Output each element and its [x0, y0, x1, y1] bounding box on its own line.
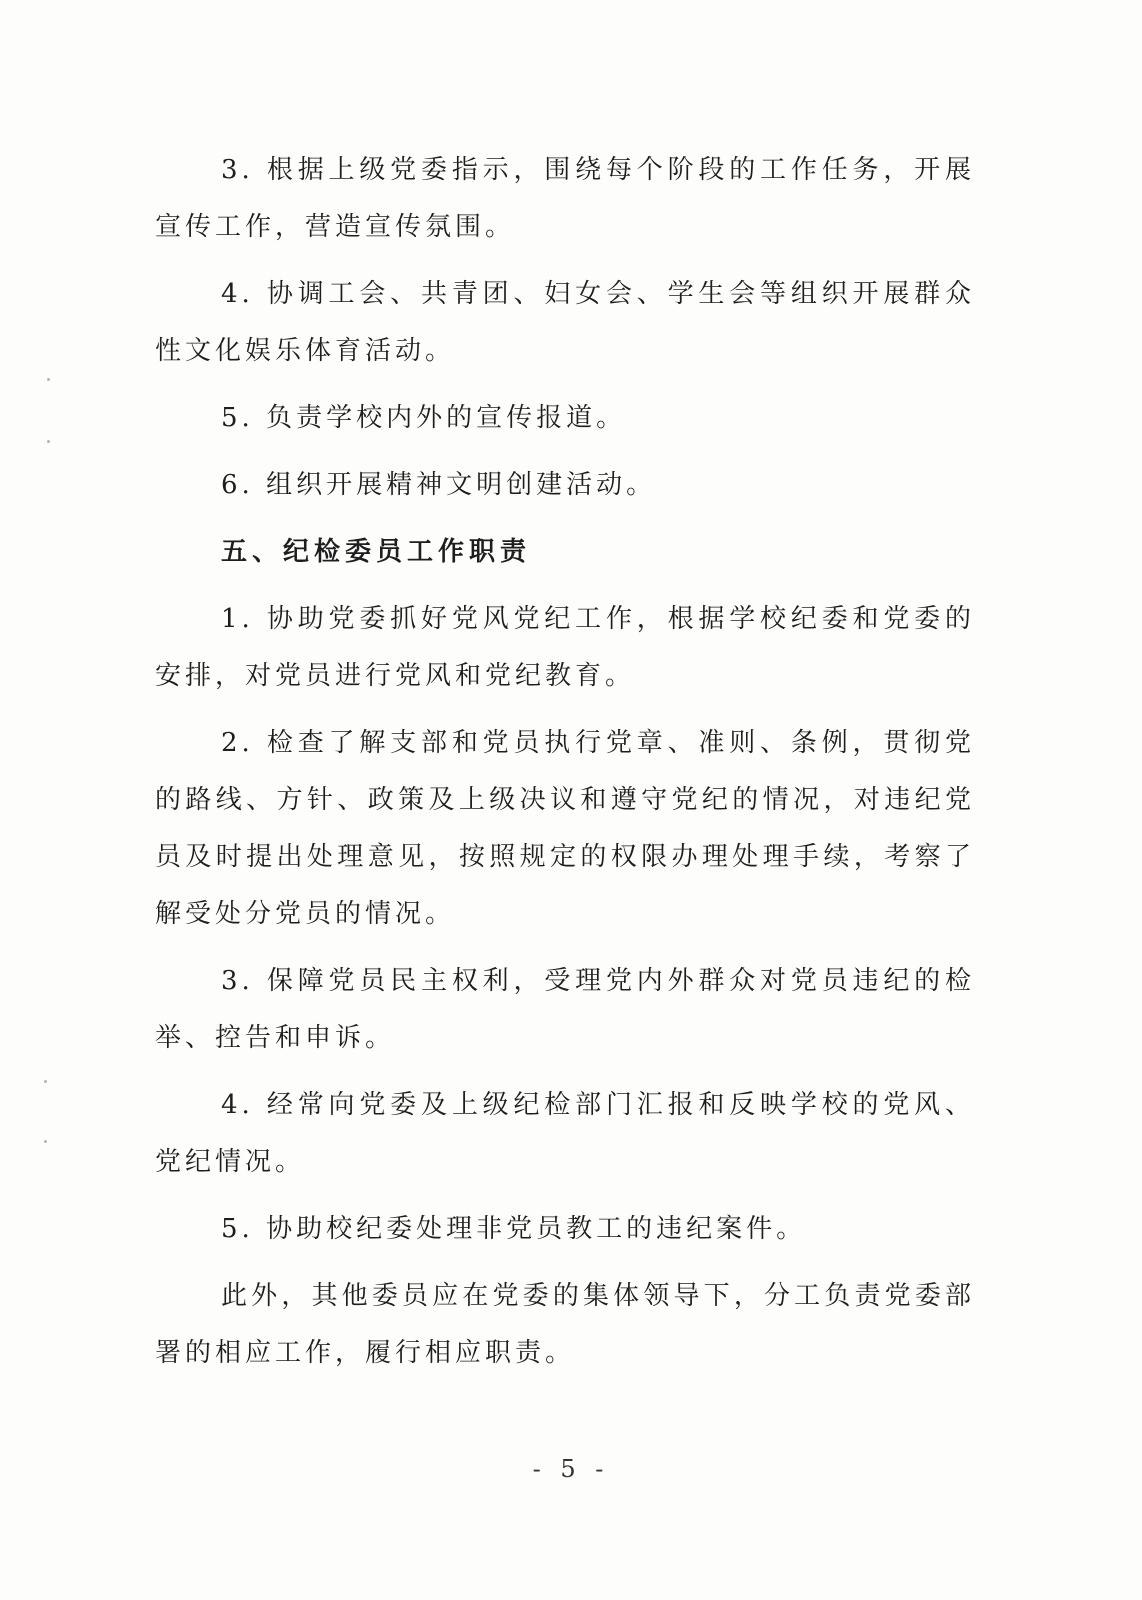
paragraph: 1. 协助党委抓好党风党纪工作，根据学校纪委和党委的安排，对党员进行党风和党纪教育。 [155, 604, 975, 691]
paragraph: 4. 协调工会、共青团、妇女会、学生会等组织开展群众性文化娱乐体育活动。 [155, 279, 975, 366]
paragraph: 此外，其他委员应在党委的集体领导下，分工负责党委部署的相应工作，履行相应职责。 [155, 1281, 975, 1368]
paragraph: 3. 保障党员民主权利，受理党内外群众对党员违纪的检举、控告和申诉。 [155, 966, 975, 1053]
paragraph: 4. 经常向党委及上级纪检部门汇报和反映学校的党风、党纪情况。 [155, 1090, 975, 1177]
paragraph: 5. 协助校纪委处理非党员教工的违纪案件。 [221, 1214, 807, 1244]
paragraph: 6. 组织开展精神文明创建活动。 [221, 470, 657, 500]
paragraph: 5. 负责学校内外的宣传报道。 [221, 403, 627, 433]
scan-speck [47, 378, 50, 381]
scan-speck [44, 1140, 47, 1143]
section-heading: 五、纪检委员工作职责 [221, 537, 532, 567]
document-body [155, 142, 975, 1392]
page-number: - 5 - [532, 1455, 610, 1483]
scan-speck [44, 1080, 47, 1083]
paragraph: 3. 根据上级党委指示，围绕每个阶段的工作任务，开展宣传工作，营造宣传氛围。 [155, 155, 975, 242]
paragraph: 2. 检查了解支部和党员执行党章、准则、条例，贯彻党的路线、方针、政策及上级决议和遵守党纪的情况，对违纪党员及时提出处理意见，按照规定的权限办理处理手续，考察了解受处分党员的情况。 [155, 728, 975, 929]
scan-speck [47, 440, 50, 443]
